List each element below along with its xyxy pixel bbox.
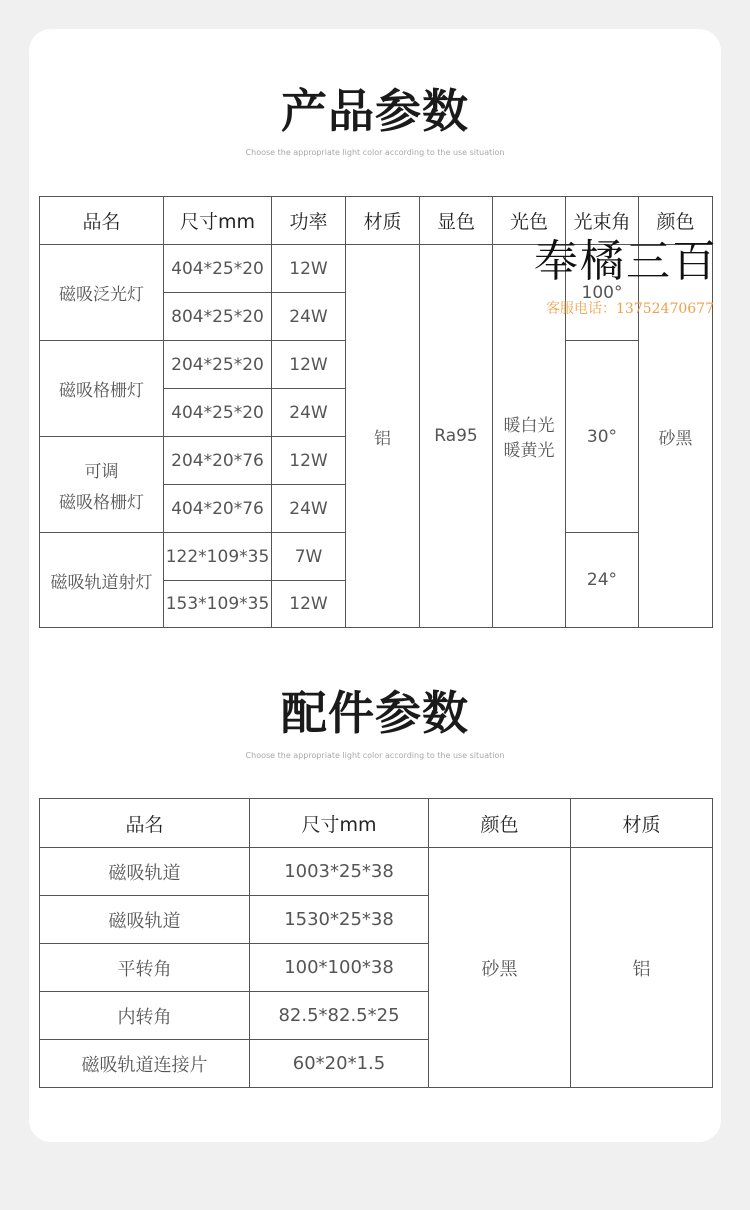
beam-angle-cell: 100° [566, 245, 639, 341]
size-cell: 404*25*20 [164, 389, 272, 437]
product-params-table [39, 196, 713, 628]
product-name [40, 437, 164, 533]
beam-angle-cell: 30° [566, 341, 639, 533]
accessory-name: 磁吸轨道连接片 [40, 1040, 250, 1088]
accessory-name: 平转角 [40, 944, 250, 992]
header-cell: 光束角 [566, 197, 639, 245]
power-cell: 12W [272, 437, 346, 485]
accessory-params-subtitle: Choose the appropriate light color according to the use situation [245, 751, 505, 760]
size-cell: 82.5*82.5*25 [250, 992, 429, 1040]
material-cell: 铝 [571, 848, 713, 1088]
size-cell: 100*100*38 [250, 944, 429, 992]
product-params-title: 产品参数 [281, 84, 469, 138]
material-cell: 铝 [346, 245, 420, 628]
header-cell: 显色 [420, 197, 493, 245]
table-header-row [40, 799, 713, 848]
color-cell: 砂黑 [429, 848, 571, 1088]
light-color-line: 暖黄光 [503, 441, 555, 461]
power-cell: 24W [272, 485, 346, 533]
accessory-name: 磁吸轨道 [40, 896, 250, 944]
table-row [40, 848, 713, 896]
header-cell: 尺寸mm [250, 799, 429, 848]
header-cell: 材质 [346, 197, 420, 245]
product-params-subtitle: Choose the appropriate light color according to the use situation [245, 148, 505, 157]
header-cell: 颜色 [639, 197, 713, 245]
size-cell: 153*109*35 [164, 581, 272, 628]
accessory-name: 内转角 [40, 992, 250, 1040]
size-cell: 804*25*20 [164, 293, 272, 341]
cri-cell: Ra95 [420, 245, 493, 628]
power-cell: 12W [272, 341, 346, 389]
header-cell: 材质 [571, 799, 713, 848]
table-header-row [40, 197, 713, 245]
size-cell: 404*20*76 [164, 485, 272, 533]
size-cell: 60*20*1.5 [250, 1040, 429, 1088]
size-cell: 404*25*20 [164, 245, 272, 293]
product-name: 磁吸泛光灯 [40, 245, 164, 341]
light-color-line: 暖白光 [503, 416, 555, 436]
color-cell: 砂黑 [639, 245, 713, 628]
header-cell: 品名 [40, 197, 164, 245]
watermark-contact: 客服电话：13752470677 [546, 301, 714, 317]
beam-angle-cell: 24° [566, 533, 639, 628]
watermark-calligraphy: 奉橘三百 [534, 236, 718, 287]
header-cell: 尺寸mm [164, 197, 272, 245]
header-cell: 功率 [272, 197, 346, 245]
size-cell: 204*25*20 [164, 341, 272, 389]
size-cell: 122*109*35 [164, 533, 272, 581]
accessory-params-table [39, 798, 713, 1088]
header-cell: 光色 [493, 197, 566, 245]
power-cell: 12W [272, 581, 346, 628]
product-name: 磁吸轨道射灯 [40, 533, 164, 628]
header-cell: 品名 [40, 799, 250, 848]
power-cell: 7W [272, 533, 346, 581]
power-cell: 24W [272, 293, 346, 341]
size-cell: 1003*25*38 [250, 848, 429, 896]
header-cell: 颜色 [429, 799, 571, 848]
light-color-cell [493, 245, 566, 628]
size-cell: 204*20*76 [164, 437, 272, 485]
size-cell: 1530*25*38 [250, 896, 429, 944]
accessory-name: 磁吸轨道 [40, 848, 250, 896]
accessory-params-title: 配件参数 [281, 686, 469, 740]
power-cell: 12W [272, 245, 346, 293]
product-name: 磁吸格栅灯 [40, 341, 164, 437]
product-name-line: 磁吸格栅灯 [59, 492, 144, 513]
power-cell: 24W [272, 389, 346, 437]
table-row [40, 245, 713, 293]
product-name-line: 可调 [84, 461, 119, 482]
